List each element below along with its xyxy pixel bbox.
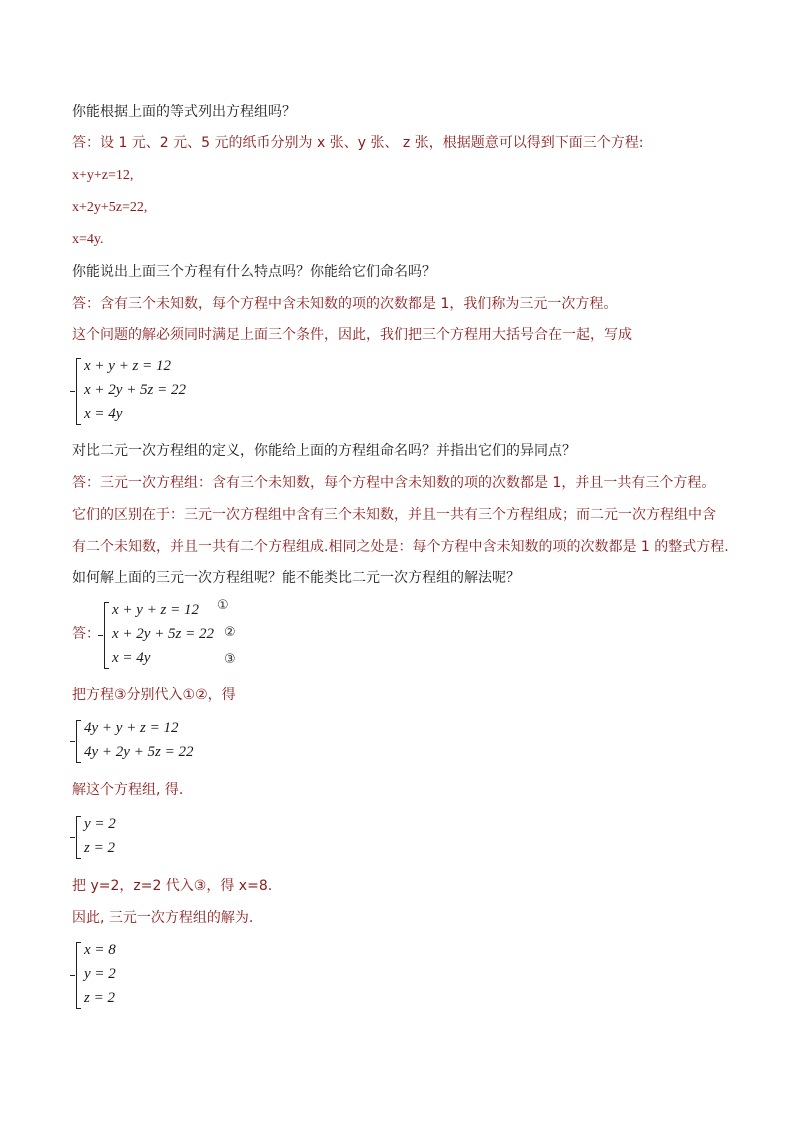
system-5-eq-2: y = 2 [84,966,116,982]
system-1-eq-1: x + y + z = 12 [84,358,172,374]
equation-system-1 [74,356,234,428]
answer-9: 把 y=2，z=2 代入③，得 x=8. [72,878,273,894]
answer-8: 解这个方程组, 得. [72,782,184,798]
system-2-eq-1: x + y + z = 12 [112,602,200,618]
system-4-eq-1: y = 2 [84,816,116,832]
answer-6: 有二个未知数，并且一共有二个方程组成.相同之处是：每个方程中含未知数的项的次数都是 1 的整式方程. [72,539,729,555]
answer-1: 答：设 1 元、2 元、5 元的纸币分别为 x 张、y 张、 z 张，根据题意可以得到下面三个方程: [72,135,644,151]
equation-line-2: x+2y+5z=22, [72,200,148,215]
question-2: 你能说出上面三个方程有什么特点吗？你能给它们命名吗？ [72,264,436,280]
equation-system-3 [74,718,234,766]
question-1: 你能根据上面的等式列出方程组吗？ [72,104,296,120]
circled-mark-2: ② [224,625,236,640]
equation-system-2 [102,600,262,672]
question-4: 如何解上面的三元一次方程组呢？能不能类比二元一次方程组的解法呢？ [72,570,520,586]
system-1-eq-3: x = 4y [84,406,123,422]
answer-10: 因此, 三元一次方程组的解为. [72,910,254,926]
answer-label: 答： [72,626,100,642]
answer-4: 答：三元一次方程组：含有三个未知数，每个方程中含未知数的项的次数都是 1，并且一共有三个方程。 [72,475,716,491]
answer-7: 把方程③分别代入①②，得 [72,687,236,703]
equation-line-3: x=4y. [72,232,104,247]
answer-5: 它们的区别在于：三元一次方程组中含有三个未知数，并且一共有三个方程组成；而二元一次方程组中含 [72,507,716,523]
system-4-eq-2: z = 2 [84,840,115,856]
equation-line-1: x+y+z=12, [72,168,134,183]
system-3-eq-2: 4y + 2y + 5z = 22 [84,744,194,760]
circled-mark-3: ③ [224,652,236,667]
system-1-eq-2: x + 2y + 5z = 22 [84,382,187,398]
answer-2: 答：含有三个未知数，每个方程中含未知数的项的次数都是 1，我们称为三元一次方程。 [72,296,618,312]
system-2-eq-3: x = 4y [112,650,151,666]
system-5-eq-1: x = 8 [84,942,116,958]
system-3-eq-1: 4y + y + z = 12 [84,720,179,736]
equation-system-4 [74,814,174,862]
system-2-eq-2: x + 2y + 5z = 22 [112,626,215,642]
question-3: 对比二元一次方程组的定义，你能给上面的方程组命名吗？并指出它们的异同点？ [72,443,576,459]
circled-mark-1: ① [217,598,229,613]
equation-system-5 [74,940,174,1012]
system-5-eq-3: z = 2 [84,990,115,1006]
answer-3: 这个问题的解必须同时满足上面三个条件，因此，我们把三个方程用大括号合在一起，写成 [72,327,632,343]
